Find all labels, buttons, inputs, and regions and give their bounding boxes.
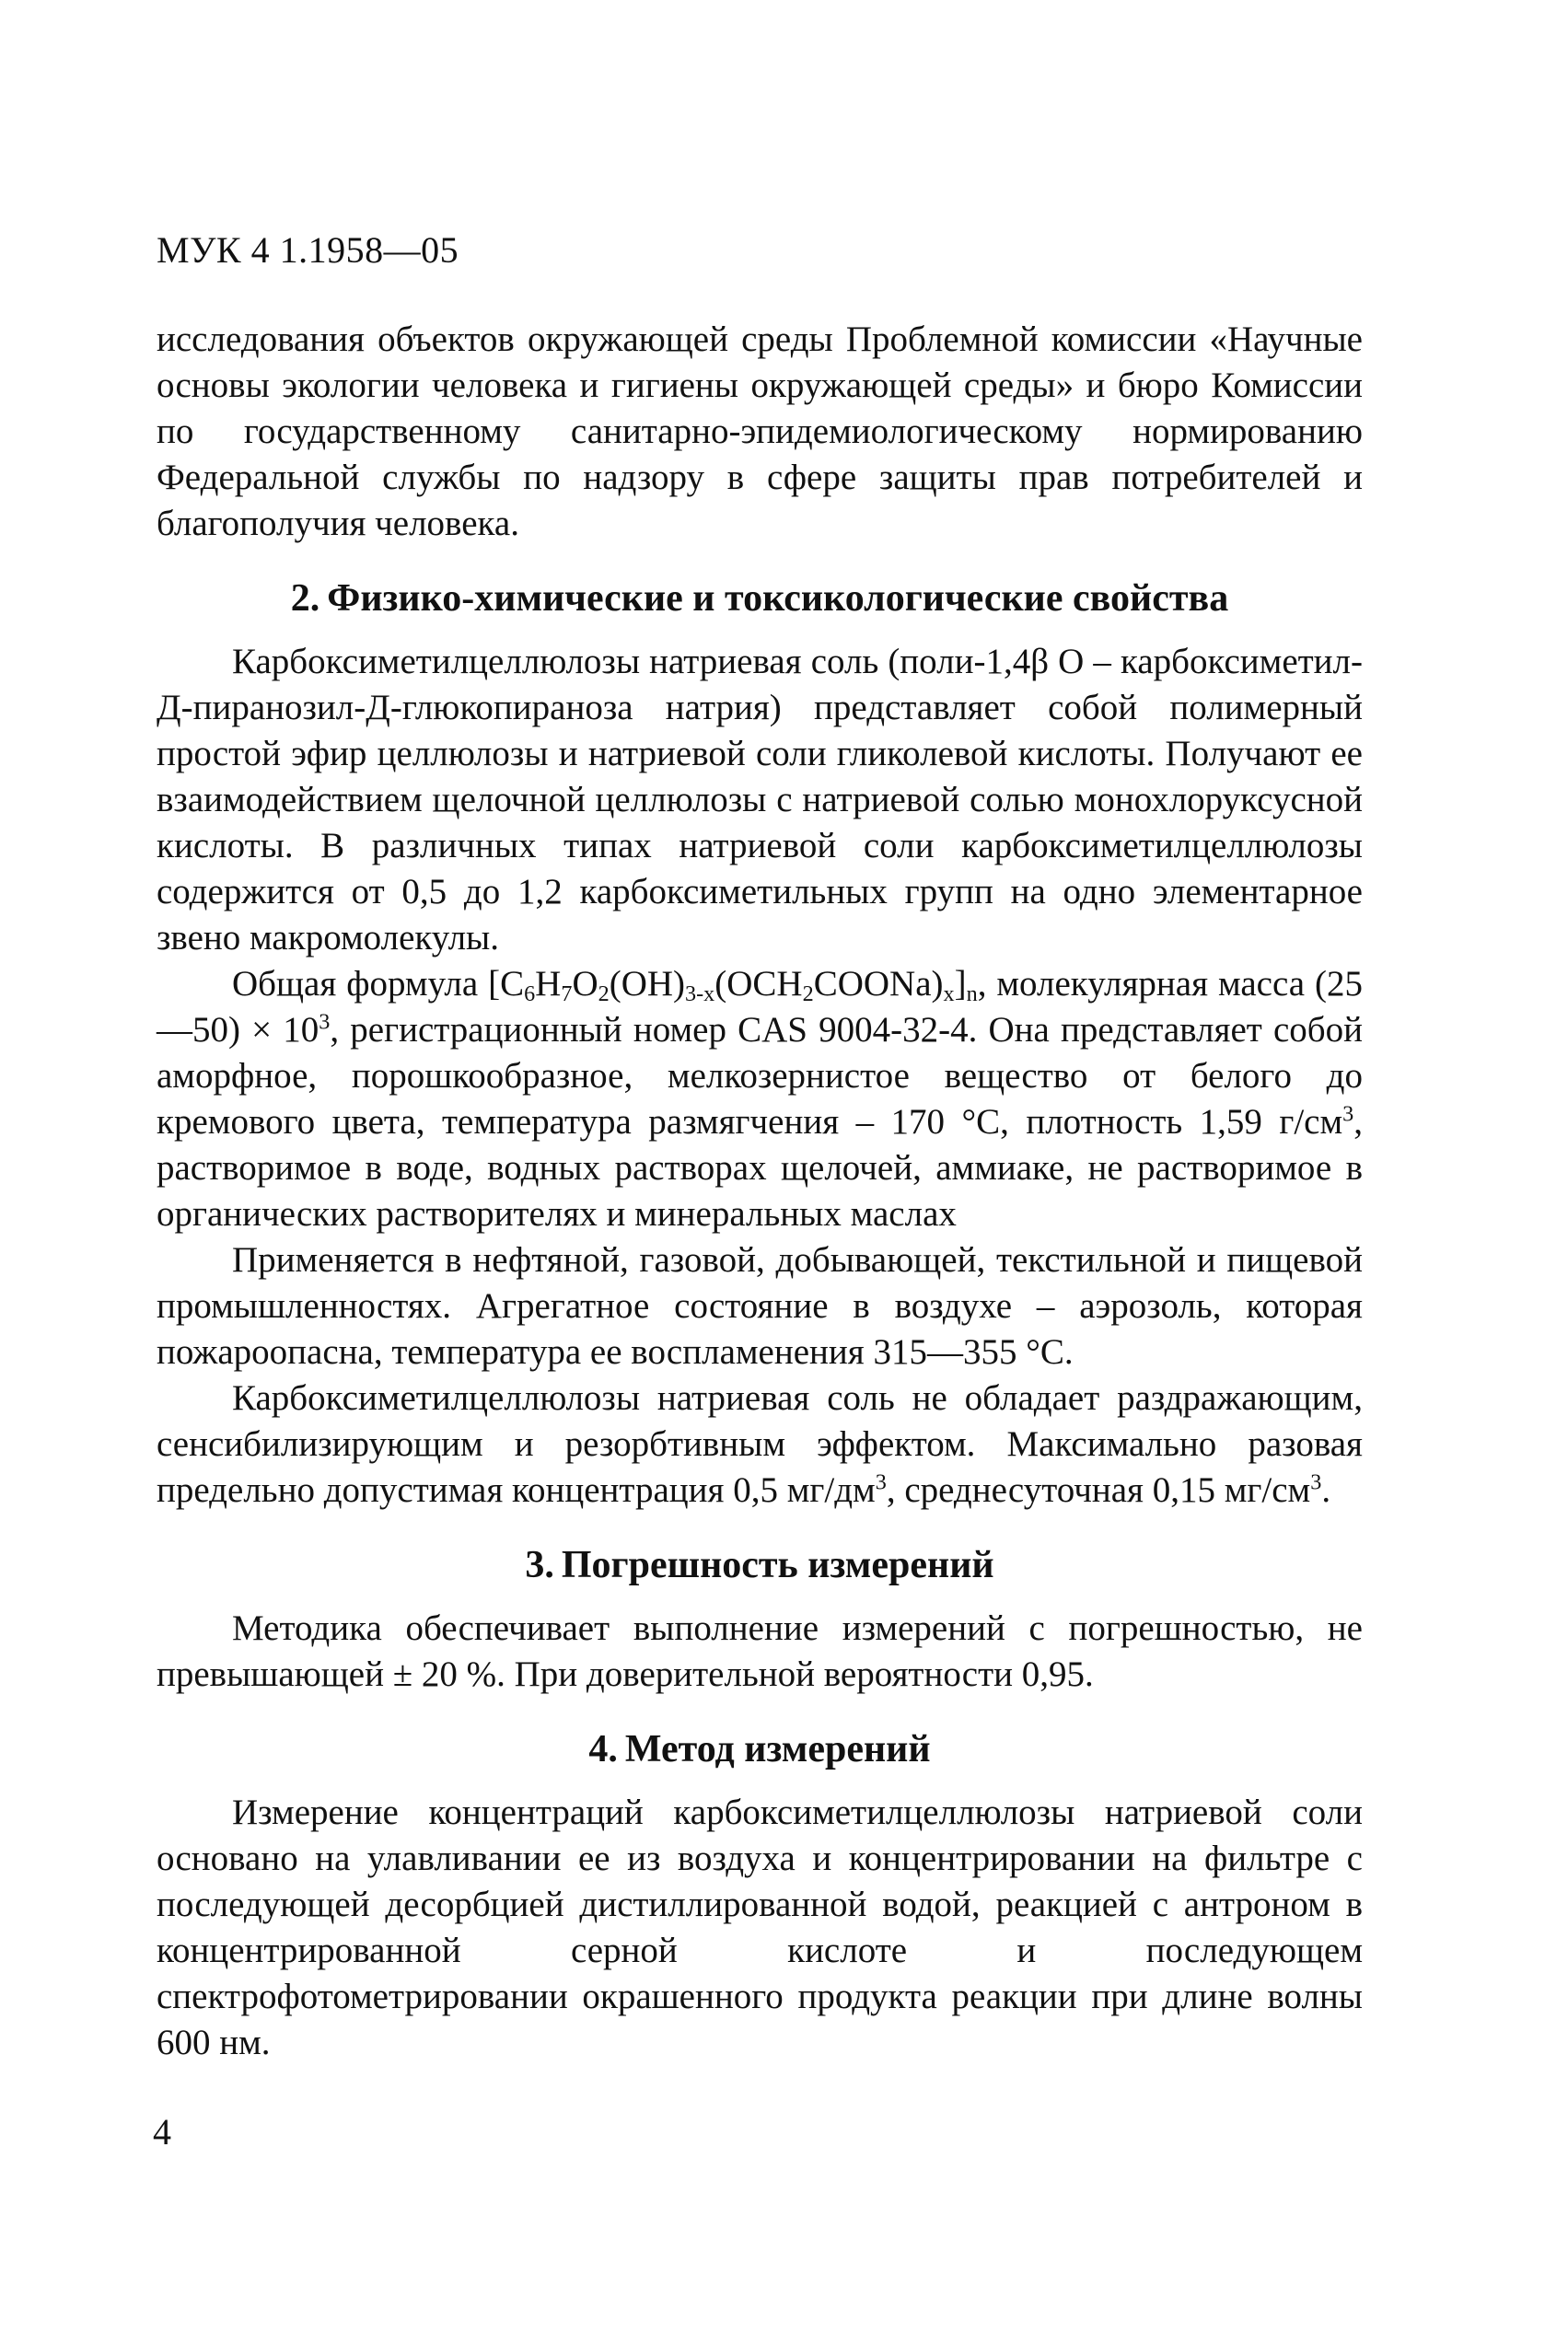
section-title: Физико-химические и токсикологические свойства xyxy=(327,577,1229,620)
section-3-heading xyxy=(157,1541,1363,1589)
section-title: Погрешность измерений xyxy=(561,1544,994,1586)
running-header: МУК 4 1.1958—05 xyxy=(157,229,459,271)
page-number: 4 xyxy=(153,2111,171,2153)
properties-paragraph-1: Карбоксиметилцеллюлозы натриевая соль (поли-1,4β О – карбоксиметил-Д-пиранозил-Д-глюкопираноза натрия) представляет собой полимерный простой эфир целлюлозы и натриевой соли гликолевой кислоты. Получают ее взаимодействием щелочной целлюлозы с натриевой солью монохлоруксусной кислоты. В различных типах натриевой соли карбоксиметилцеллюлозы содержится от 0,5 до 1,2 карбоксиметильных групп на одно элементарное звено макромолекулы. xyxy=(157,642,1363,958)
method-paragraph: Измерение концентраций карбоксиметилцеллюлозы натриевой соли основано на улавливании ее из воздуха и концентрировании на фильтре с последующей десорбцией дистиллированной водой, реакцией с антроном в концентрированной серной кислоте и последующем спектрофотометрировании окрашенного продукта реакции при длине волны 600 нм. xyxy=(157,1793,1363,2062)
section-number: 3. xyxy=(525,1544,554,1586)
section-number: 2. xyxy=(290,577,320,620)
section-2-heading xyxy=(157,575,1363,622)
error-paragraph: Методика обеспечивает выполнение измерений с погрешностью, не превышающей ± 20 %. При доверительной вероятности 0,95. xyxy=(157,1608,1363,1694)
section-title: Метод измерений xyxy=(624,1728,931,1770)
properties-paragraph-4: Карбоксиметилцеллюлозы натриевая соль не обладает раздражающим, сенсибилизирующим и резорбтивным эффектом. Максимально разовая предельно допустимая концентрация 0,5 $мг/дм^3$, среднесуточная 0,15 $мг/см^3$. xyxy=(157,1378,1363,1510)
section-4-heading xyxy=(157,1725,1363,1773)
properties-paragraph-2: Общая формула $[C_6H_7O_2(OH)_{3-x}(OCH_2COONa)_x]_n$, молекулярная масса (25—50) × $10^3$, регистрационный номер CAS 9004-32-4. Она представляет собой аморфное, порошкообразное, мелкозернистое вещество от белого до кремового цвета, температура размягчения – 170 °С, плотность 1,59 $г/см^3$, растворимое в воде, водных растворах щелочей, аммиаке, не растворимое в органических растворителях и минеральных маслах xyxy=(157,964,1363,1234)
intro-paragraph: исследования объектов окружающей среды Проблемной комиссии «Научные основы экологии человека и гигиены окружающей среды» и бюро Комиссии по государственному санитарно-эпидемиологическому нормированию Федеральной службы по надзору в сфере защиты прав потребителей и благополучия человека. xyxy=(157,319,1363,543)
section-number: 4. xyxy=(588,1728,618,1770)
properties-paragraph-3: Применяется в нефтяной, газовой, добывающей, текстильной и пищевой промышленностях. Агрегатное состояние в воздухе – аэрозоль, которая пожароопасна, температура ее воспламенения 315—355 °С. xyxy=(157,1240,1363,1372)
chemical-formula: $[C_6H_7O_2(OH)_{3-x}(OCH_2COONa)_x]_n$ xyxy=(488,964,978,1007)
page-body xyxy=(157,317,1363,2066)
